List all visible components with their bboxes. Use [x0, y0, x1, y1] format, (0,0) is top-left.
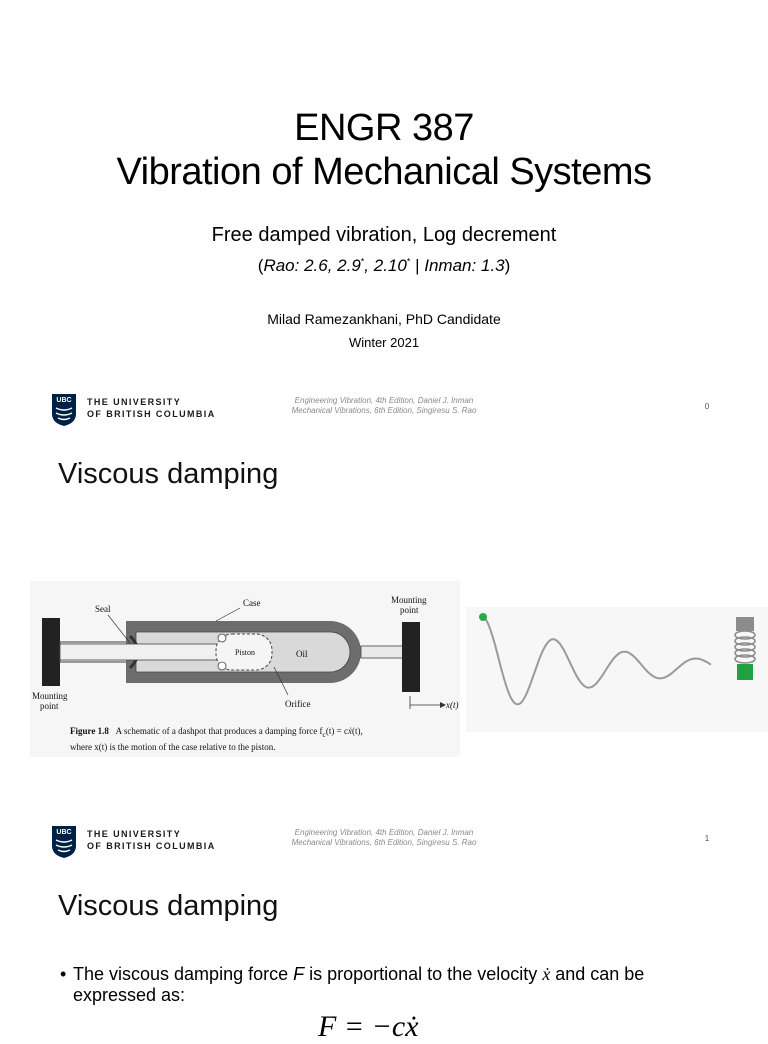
separator: | — [410, 256, 425, 275]
slide-footer — [0, 826, 768, 866]
textbook-references — [278, 396, 490, 416]
university-line-1: THE UNIVERSITY — [87, 829, 182, 839]
course-code: ENGR 387 — [294, 107, 474, 149]
orifice-label: Orifice — [285, 699, 311, 709]
piston-label: Piston — [235, 648, 256, 657]
ubc-crest-icon — [52, 394, 76, 426]
university-name — [87, 396, 216, 420]
caption-text-2: (t) = c — [325, 726, 348, 736]
seal-label: Seal — [95, 604, 111, 614]
page-number: 0 — [704, 402, 710, 411]
course-title — [0, 106, 768, 194]
ref-rao: Mechanical Vibrations, 6th Edition, Singiresu S. Rao — [291, 406, 477, 415]
caption-text-1: A schematic of a dashpot that produces a damping force f — [115, 726, 323, 736]
mounting-left-label-1: Mounting — [32, 691, 68, 701]
asterisk: * — [406, 256, 411, 267]
paren-close: ) — [504, 256, 511, 275]
asterisk: * — [360, 256, 365, 267]
mounting-right-label-2: point — [400, 605, 419, 615]
page-number: 1 — [704, 834, 710, 843]
mounting-right-label-1: Mounting — [391, 595, 427, 605]
caption-text-3: (t), — [351, 726, 363, 736]
case-label: Case — [243, 598, 261, 608]
lecture-subtitle: Free damped vibration, Log decrement — [211, 224, 557, 246]
term: Winter 2021 — [348, 335, 420, 350]
title-slide — [0, 0, 768, 432]
rao-reference-cont: , 2.10 — [364, 256, 407, 275]
university-line-2: OF BRITISH COLUMBIA — [87, 409, 216, 419]
reading-references — [0, 256, 768, 276]
university-name — [87, 828, 216, 852]
course-name: Vibration of Mechanical Systems — [116, 151, 652, 193]
caption-figure-number: Figure 1.8 — [70, 726, 109, 736]
slide-footer — [0, 394, 768, 434]
damped-wave-graphic — [466, 607, 768, 732]
spring-icon — [735, 617, 755, 680]
university-line-2: OF BRITISH COLUMBIA — [87, 841, 216, 851]
paren-open: ( — [257, 256, 264, 275]
svg-text:UBC: UBC — [56, 829, 72, 836]
caption-line-1 — [70, 725, 363, 741]
caption-sub: c — [322, 729, 326, 739]
ubc-crest-icon — [52, 826, 76, 858]
ref-rao: Mechanical Vibrations, 6th Edition, Singiresu S. Rao — [291, 838, 477, 847]
ref-inman: Engineering Vibration, 4th Edition, Daniel J. Inman — [294, 396, 474, 405]
university-line-1: THE UNIVERSITY — [87, 397, 182, 407]
bullet-text-3: and can be expressed as: — [73, 964, 645, 1005]
damped-oscillation-animation — [466, 607, 768, 732]
slide-heading: Viscous damping — [58, 458, 279, 490]
bullet-dot-icon: • — [60, 964, 67, 984]
decaying-wave-curve — [483, 617, 711, 704]
force-symbol: F — [293, 964, 305, 984]
viscous-damping-slide — [0, 432, 768, 864]
damping-force-equation: F = −cẋ — [318, 1010, 419, 1043]
rao-reference: Rao: 2.6, 2.9 — [263, 256, 361, 275]
mounting-left-label-2: point — [40, 701, 59, 711]
bullet-text-1: The viscous damping force — [73, 964, 294, 984]
figure-caption — [70, 725, 363, 753]
author-name: Milad Ramezankhani, PhD Candidate — [267, 311, 501, 327]
caption-xdot: ẋ — [347, 726, 352, 736]
bullet-text — [73, 964, 720, 1006]
slide-heading: Viscous damping — [58, 890, 279, 922]
bullet-text-2: is proportional to the velocity — [304, 964, 543, 984]
textbook-references — [278, 828, 490, 848]
bullet-point — [60, 964, 720, 1006]
velocity-symbol: ẋ — [542, 964, 551, 984]
caption-line-2: where x(t) is the motion of the case relative to the piston. — [70, 741, 276, 752]
inman-reference: Inman: 1.3 — [424, 256, 505, 275]
svg-text:UBC: UBC — [56, 397, 72, 404]
mass-block — [737, 664, 753, 680]
viscous-damping-equation-slide — [0, 864, 768, 1043]
ref-inman: Engineering Vibration, 4th Edition, Daniel J. Inman — [294, 828, 474, 837]
wave-start-marker — [479, 613, 487, 621]
oil-label: Oil — [296, 649, 308, 659]
xt-label: x(t) — [446, 700, 459, 710]
